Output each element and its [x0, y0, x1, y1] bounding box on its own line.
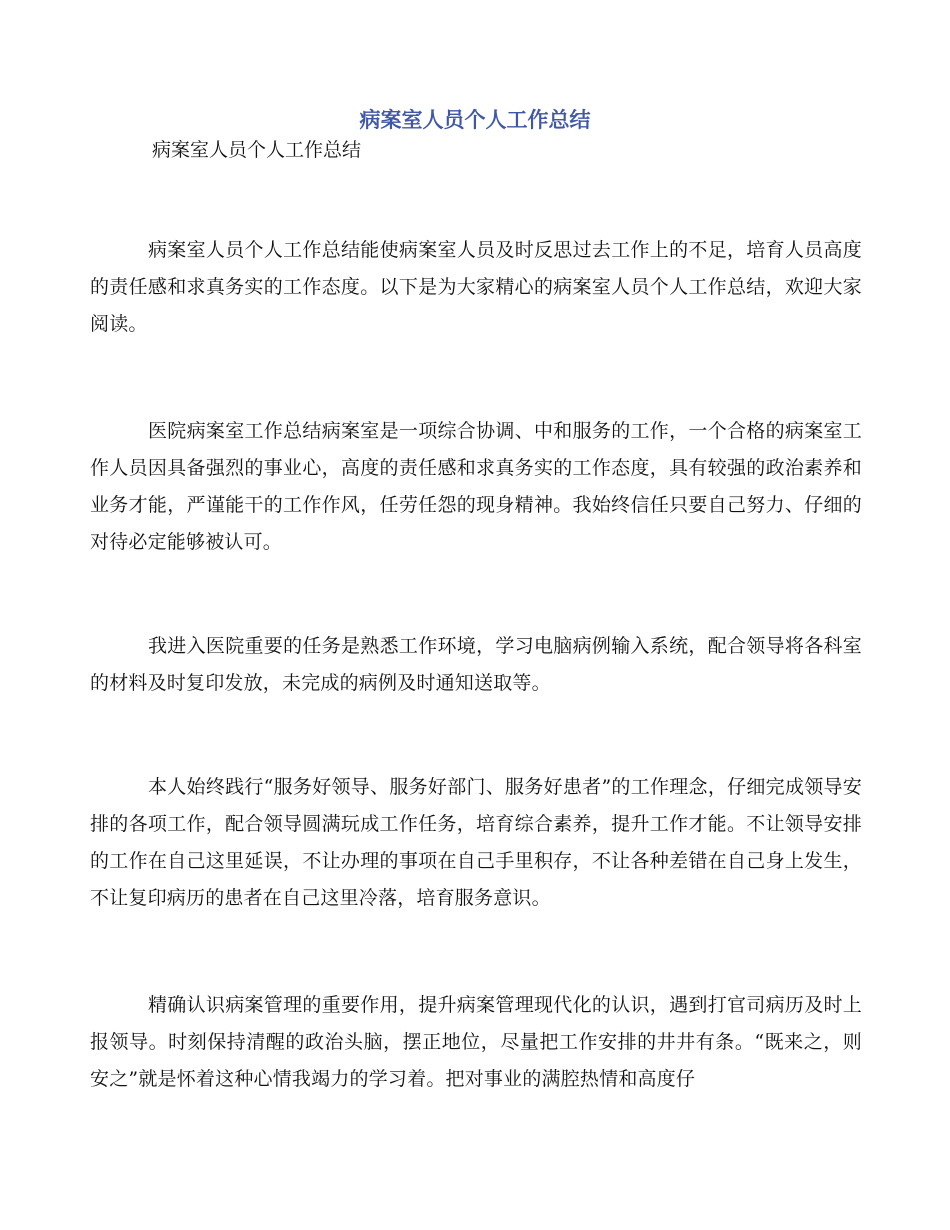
paragraph-service-philosophy: 本人始终践行“服务好领导、服务好部门、服务好患者”的工作理念，仔细完成领导安排的各项工作，配合领导圆满玩成工作任务，培育综合素养，提升工作才能。不让领导安排的工作在自己这里延误，不让办理的事项在自己手里积存，不让各种差错在自己身上发生，不让复印病历的患者在自己这里冷落，培育服务意识。: [90, 776, 862, 909]
document-subtitle: 病案室人员个人工作总结: [152, 139, 362, 161]
paragraph-overview: 医院病案室工作总结病案室是一项综合协调、中和服务的工作，一个合格的病案室工作人员因具备强烈的事业心，高度的责任感和求真务实的工作态度，具有较强的政治素养和业务才能，严谨能干的工作作风，任劳任怨的现身精神。我始终信任只要自己努力、仔细的对待必定能够被认可。: [90, 420, 862, 553]
paragraph-tasks: 我进入医院重要的任务是熟悉工作环境，学习电脑病例输入系统，配合领导将各科室的材料及时复印发放，未完成的病例及时通知送取等。: [90, 635, 862, 694]
paragraph-management-awareness: 精确认识病案管理的重要作用，提升病案管理现代化的认识，遇到打官司病历及时上报领导。时刻保持清醒的政治头脑，摆正地位，尽量把工作安排的井井有条。“既来之，则安之”就是怀着这种心情我竭力的学习着。把对事业的满腔热情和高度仔: [90, 994, 862, 1090]
paragraph-intro: 病案室人员个人工作总结能使病案室人员及时反思过去工作上的不足，培育人员高度的责任感和求真务实的工作态度。以下是为大家精心的病案室人员个人工作总结，欢迎大家阅读。: [90, 239, 862, 335]
document-title: 病案室人员个人工作总结: [359, 108, 591, 132]
